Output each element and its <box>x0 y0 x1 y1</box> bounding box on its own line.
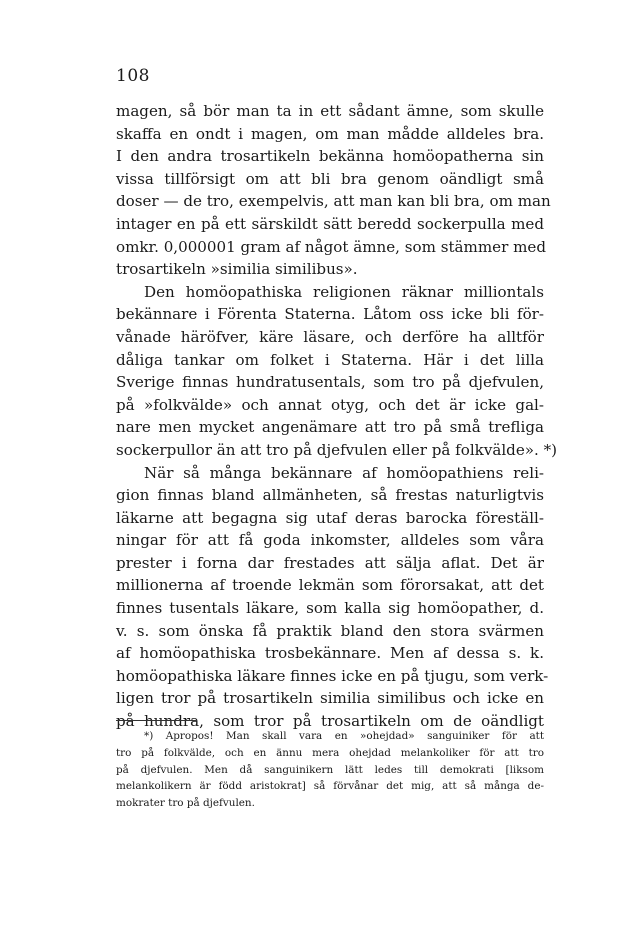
footnote-line: *) Apropos! Man skall vara en »ohejdad» sanguiniker för att <box>144 730 544 742</box>
text-line: v. s. som önska få praktik bland den stora svärmen <box>116 621 544 640</box>
text-line: af homöopathiska trosbekännare. Men af dessa s. k. <box>116 644 544 663</box>
page-number: 108 <box>116 66 150 86</box>
text-line: läkarne att begagna sig utaf deras barocka föreställ- <box>116 508 544 527</box>
footnote-line: tro på folkvälde, och en ännu mera ohejdad melankoliker för att tro <box>116 746 544 759</box>
text-line: intager en på ett särskildt sätt beredd sockerpulla med <box>116 214 544 233</box>
text-line: trosartikeln »similia similibus». <box>116 260 358 279</box>
text-line: prester i forna dar frestades att sälja aflat. Det är <box>116 553 544 572</box>
text-line: Den homöopathiska religionen räknar milliontals <box>144 282 544 301</box>
text-line: sockerpullor än att tro på djefvulen eller på folkvälde». *) <box>116 440 558 459</box>
body-text <box>116 100 558 733</box>
text-line: skaffa en ondt i magen, om man mådde alldeles bra. <box>116 124 544 143</box>
text-line: vånade häröfver, käre läsare, och derföre ha alltför <box>116 327 544 346</box>
text-line: nare men mycket angenämare att tro på små trefliga <box>116 418 544 437</box>
text-line: magen, så bör man ta in ett sådant ämne, som skulle <box>116 102 544 120</box>
text-line: bekännare i Förenta Staterna. Låtom oss icke bli för- <box>116 305 544 324</box>
text-line: finnes tusentals läkare, som kalla sig homöopather, d. <box>116 599 544 618</box>
footnote-line: på djefvulen. Men då sanguinikern lätt ledes till demokrati [liksom <box>116 763 544 776</box>
text-line: på »folkvälde» och annat otyg, och det är icke gal- <box>116 395 544 414</box>
text-line: på hundra, som tror på trosartikeln om de oändligt <box>116 712 544 731</box>
text-line: gion finnas bland allmänheten, så frestas naturligtvis <box>116 486 544 505</box>
text-line: Sverige finnas hundratusentals, som tro på djefvulen, <box>116 373 544 392</box>
text-line: homöopathiska läkare finnes icke en på tjugu, som verk- <box>116 666 549 685</box>
text-line: millionerna af troende lekmän som förorsakat, att det <box>116 576 544 595</box>
text-line: vissa tillförsigt om att bli bra genom oändligt små <box>116 169 544 188</box>
text-line: omkr. 0,000001 gram af något ämne, som stämmer med <box>116 237 547 256</box>
footnote <box>116 728 544 812</box>
footnote-line: mokrater tro på djefvulen. <box>116 797 255 810</box>
text-line: ningar för att få goda inkomster, alldeles som våra <box>116 531 544 550</box>
text-line: När så många bekännare af homöopathiens reli- <box>144 463 544 482</box>
text-line: dåliga tankar om folket i Staterna. Här i det lilla <box>116 350 544 369</box>
footnote-line: melankolikern är född aristokrat] så förvånar det mig, att så många de- <box>116 780 544 793</box>
text-line: doser — de tro, exempelvis, att man kan bli bra, om man <box>116 192 551 211</box>
footnote-rule <box>116 720 196 721</box>
text-line: ligen tror på trosartikeln similia similibus och icke en <box>116 689 544 708</box>
text-line: I den andra trosartikeln bekänna homöopatherna sin <box>116 147 544 166</box>
